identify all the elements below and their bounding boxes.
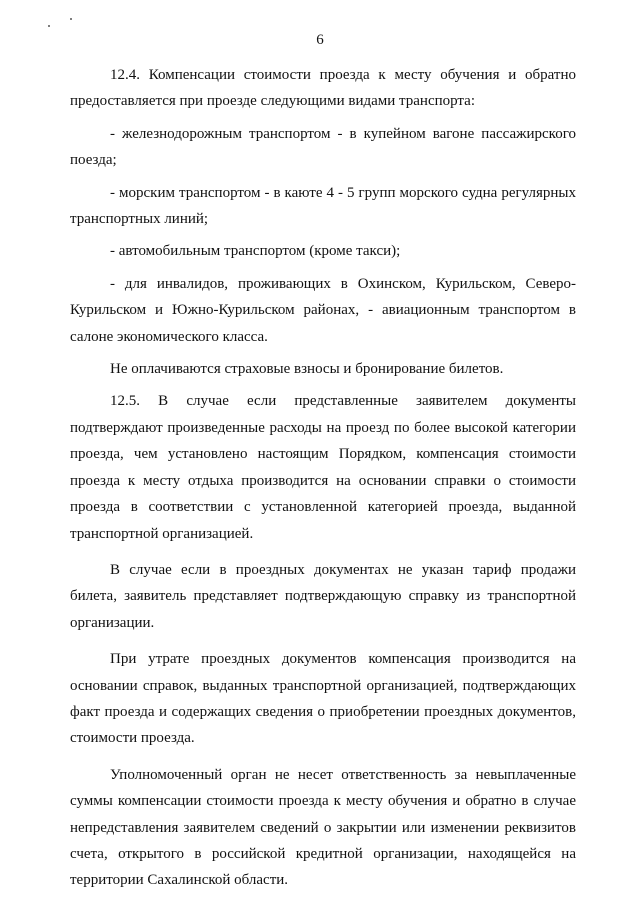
list-item-sea: - морским транспортом - в каюте 4 - 5 групп морского судна регулярных транспортных линий; <box>70 184 576 228</box>
document-body <box>70 62 576 894</box>
paragraph-tariff: В случае если в проездных документах не указан тариф продажи билета, заявитель представляет подтверждающую справку из транспортной организации. <box>70 561 576 631</box>
paragraph-responsibility: Уполномоченный орган не несет ответственность за невыплаченные суммы компенсации стоимости проезда к месту обучения и обратно в случае непредставления заявителем сведений о закрытии или изменении реквизитов счета, открытого в российской кредитной организации, находящейся на территории Сахалинской области. <box>70 766 576 889</box>
page-number: 6 <box>316 32 324 48</box>
paragraph-12-5: 12.5. В случае если представленные заявителем документы подтверждают произведенные расходы на проезд по более высокой категории проезда, чем установлено настоящим Порядком, компенсация стоимости проезда к месту отдыха производится на основании справки о стоимости проезда в соответствии с установленной категорией проезда, выданной транспортной организацией. <box>70 393 576 542</box>
scan-speck <box>70 18 72 20</box>
paragraph-not-paid: Не оплачиваются страховые взносы и бронирование билетов. <box>110 361 504 378</box>
list-item-rail: - железнодорожным транспортом - в купейном вагоне пассажирского поезда; <box>70 125 576 169</box>
list-item-air: - для инвалидов, проживающих в Охинском, Курильском, Северо-Курильском и Южно-Курильском районах, - авиационным транспортом в салоне экономического класса. <box>70 275 576 345</box>
paragraph-12-4: 12.4. Компенсации стоимости проезда к месту обучения и обратно предоставляется при проезде следующими видами транспорта: <box>70 67 576 110</box>
scan-speck <box>48 25 50 27</box>
paragraph-lost-documents: При утрате проездных документов компенсация производится на основании справок, выданных транспортной организацией, подтверждающих факт проезда и содержащих сведения о приобретении проездных документов, стоимости проезда. <box>70 651 576 747</box>
list-item-road: - автомобильным транспортом (кроме такси); <box>110 243 401 260</box>
